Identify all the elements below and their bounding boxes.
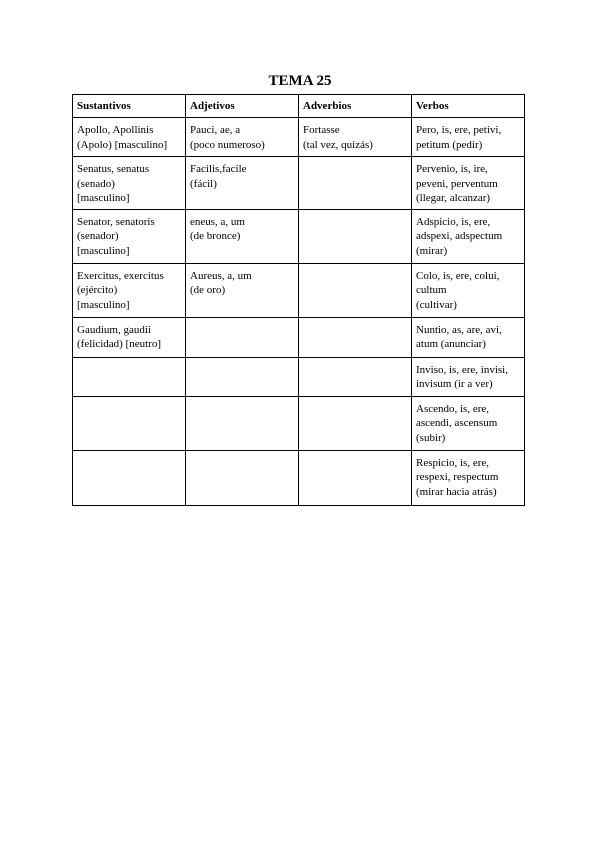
cell-text-line: atum (anunciar)	[416, 338, 486, 350]
table-header-row	[73, 95, 525, 118]
header-adverbios: Adverbios	[299, 95, 412, 118]
cell-text-line: (subir)	[416, 431, 446, 444]
cell-text-line: (poco numeroso)	[190, 138, 265, 151]
adjetivo-cell	[186, 118, 299, 157]
cell-text-line: Ascendo, is, ere,	[416, 402, 490, 415]
adjetivo-cell	[186, 357, 299, 396]
sustantivo-cell	[73, 118, 186, 157]
cell-text-line: (de oro)	[190, 284, 226, 296]
table-row	[73, 357, 525, 396]
table-row	[73, 396, 525, 450]
cell-text-line: Fortasse	[303, 124, 340, 136]
verbo-cell	[412, 118, 525, 157]
verbo-cell	[412, 209, 525, 263]
cell-text-line: [masculino]	[77, 192, 130, 204]
cell-text-line: Inviso, is, ere, invisi,	[416, 363, 508, 376]
table-row	[73, 209, 525, 263]
adverbio-cell	[299, 450, 412, 505]
cell-text-line: Apollo, Apollinis	[77, 124, 154, 136]
cell-text-line: (mirar)	[416, 244, 448, 257]
table-row	[73, 263, 525, 317]
sustantivo-cell	[73, 209, 186, 263]
cell-text-line: Respicio, is, ere,	[416, 456, 490, 469]
header-verbos: Verbos	[412, 95, 525, 118]
cell-text-line: (ejército)	[77, 284, 118, 296]
cell-text-line: (mirar hacia atrás)	[416, 485, 497, 498]
cell-text-line: Exercitus, exercitus	[77, 269, 164, 282]
cell-text-line: Pervenio, is, ire,	[416, 163, 488, 175]
cell-text-line: Facilis,facile	[190, 163, 247, 175]
cell-text-line: Adspicio, is, ere,	[416, 215, 491, 228]
adverbio-cell	[299, 357, 412, 396]
cell-text-line: [masculino]	[77, 244, 130, 257]
adjetivo-cell	[186, 157, 299, 210]
verbo-cell	[412, 157, 525, 210]
table-row	[73, 118, 525, 157]
table-row	[73, 317, 525, 357]
cell-text-line: (cultivar)	[416, 298, 457, 311]
table-body	[73, 118, 525, 506]
cell-text-line: Senatus, senatus	[77, 163, 150, 175]
cell-text-line: eneus, a, um	[190, 215, 245, 228]
cell-text-line: (Apolo) [masculino]	[77, 138, 168, 151]
table-row	[73, 450, 525, 505]
verbo-cell	[412, 263, 525, 317]
cell-text-line: petitum (pedir)	[416, 138, 483, 151]
sustantivo-cell	[73, 263, 186, 317]
adverbio-cell	[299, 118, 412, 157]
cell-text-line: Pero, is, ere, petivi,	[416, 124, 502, 136]
cell-text-line: Colo, is, ere, colui,	[416, 269, 500, 282]
cell-text-line: invisum (ir a ver)	[416, 378, 493, 390]
cell-text-line: Pauci, ae, a	[190, 124, 241, 136]
cell-text-line: adspexi, adspectum	[416, 230, 503, 242]
cell-text-line: (fácil)	[190, 177, 217, 190]
adverbio-cell	[299, 396, 412, 450]
table-row	[73, 157, 525, 210]
verbo-cell	[412, 317, 525, 357]
cell-text-line: (felicidad) [neutro]	[77, 338, 161, 350]
sustantivo-cell	[73, 396, 186, 450]
adverbio-cell	[299, 157, 412, 210]
verbo-cell	[412, 450, 525, 505]
verbo-cell	[412, 357, 525, 396]
cell-text-line: cultum	[416, 284, 447, 296]
vocabulary-table	[72, 94, 525, 506]
cell-text-line: respexi, respectum	[416, 471, 499, 483]
sustantivo-cell	[73, 157, 186, 210]
cell-text-line: peveni, perventum	[416, 177, 498, 190]
cell-text-line: ascendi, ascensum	[416, 417, 498, 429]
adjetivo-cell	[186, 209, 299, 263]
cell-text-line: [masculino]	[77, 298, 130, 311]
adverbio-cell	[299, 317, 412, 357]
sustantivo-cell	[73, 357, 186, 396]
adjetivo-cell	[186, 317, 299, 357]
cell-text-line: (tal vez, quizás)	[303, 138, 373, 151]
cell-text-line: Nuntio, as, are, avi,	[416, 323, 502, 336]
adjetivo-cell	[186, 396, 299, 450]
cell-text-line: Aureus, a, um	[190, 269, 252, 282]
cell-text-line: Gaudium, gaudii	[77, 323, 151, 336]
adjetivo-cell	[186, 450, 299, 505]
cell-text-line: (de bronce)	[190, 230, 241, 242]
header-sustantivos: Sustantivos	[73, 95, 186, 118]
sustantivo-cell	[73, 317, 186, 357]
page-title: TEMA 25	[268, 73, 332, 89]
cell-text-line: Senator, senatoris	[77, 215, 155, 228]
sustantivo-cell	[73, 450, 186, 505]
cell-text-line: (senador)	[77, 230, 119, 242]
adjetivo-cell	[186, 263, 299, 317]
cell-text-line: (llegar, alcanzar)	[416, 192, 491, 204]
verbo-cell	[412, 396, 525, 450]
adverbio-cell	[299, 209, 412, 263]
adverbio-cell	[299, 263, 412, 317]
cell-text-line: (senado)	[77, 177, 115, 190]
header-adjetivos: Adjetivos	[186, 95, 299, 118]
